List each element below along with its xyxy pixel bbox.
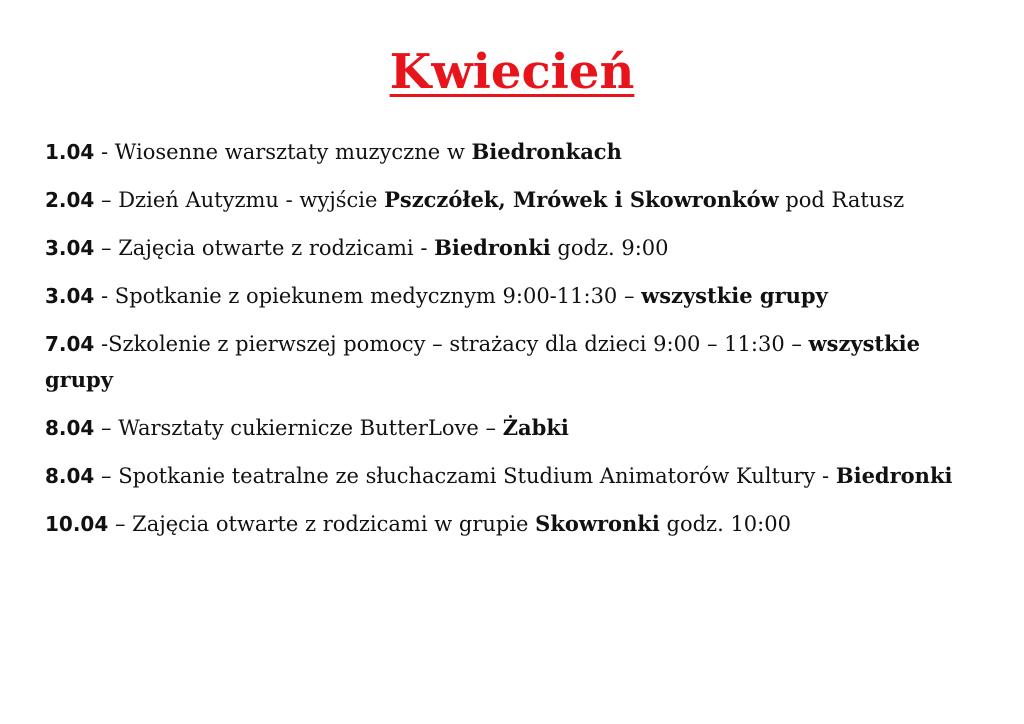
event-description: – Spotkanie teatralne ze słuchaczami Studium Animatorów Kultury - [94, 464, 836, 488]
event-date: 8.04 [45, 464, 95, 488]
event-entry [45, 230, 985, 266]
event-group: Biedronki [835, 463, 953, 488]
event-description: – Zajęcia otwarte z rodzicami w grupie [108, 512, 536, 536]
event-group: Biedronkach [471, 139, 622, 164]
event-description: – Warsztaty cukiernicze ButterLove – [94, 416, 503, 440]
event-description: -Szkolenie z pierwszej pomocy – strażacy dla dzieci 9:00 – 11:30 – [94, 332, 809, 356]
page-title: Kwiecień [389, 44, 635, 100]
event-group: Biedronki [434, 235, 551, 260]
event-entry [45, 134, 985, 170]
event-date: 10.04 [45, 512, 109, 536]
event-list [45, 134, 985, 554]
event-description: - Wiosenne warsztaty muzyczne w [94, 140, 472, 164]
event-date: 2.04 [45, 188, 95, 212]
event-date: 1.04 [45, 140, 95, 164]
event-description: - Spotkanie z opiekunem medycznym 9:00-11:30 – [94, 284, 642, 308]
event-tail: pod Ratusz [778, 188, 905, 212]
event-description: – Dzień Autyzmu - wyjście [94, 188, 385, 212]
event-entry [45, 182, 985, 218]
event-entry [45, 410, 985, 446]
event-tail: godz. 9:00 [550, 236, 669, 260]
event-group: Żabki [502, 415, 569, 440]
event-group: wszystkie grupy [45, 331, 920, 392]
event-entry [45, 506, 985, 542]
event-entry [45, 458, 985, 494]
event-date: 3.04 [45, 236, 95, 260]
event-date: 8.04 [45, 416, 95, 440]
event-description: – Zajęcia otwarte z rodzicami - [94, 236, 435, 260]
event-group: Skowronki [535, 511, 660, 536]
event-entry [45, 326, 985, 398]
event-tail: godz. 10:00 [659, 512, 791, 536]
event-date: 3.04 [45, 284, 95, 308]
event-date: 7.04 [45, 332, 95, 356]
event-group: wszystkie grupy [641, 283, 828, 308]
event-group: Pszczółek, Mrówek i Skowronków [384, 187, 779, 212]
event-entry [45, 278, 985, 314]
